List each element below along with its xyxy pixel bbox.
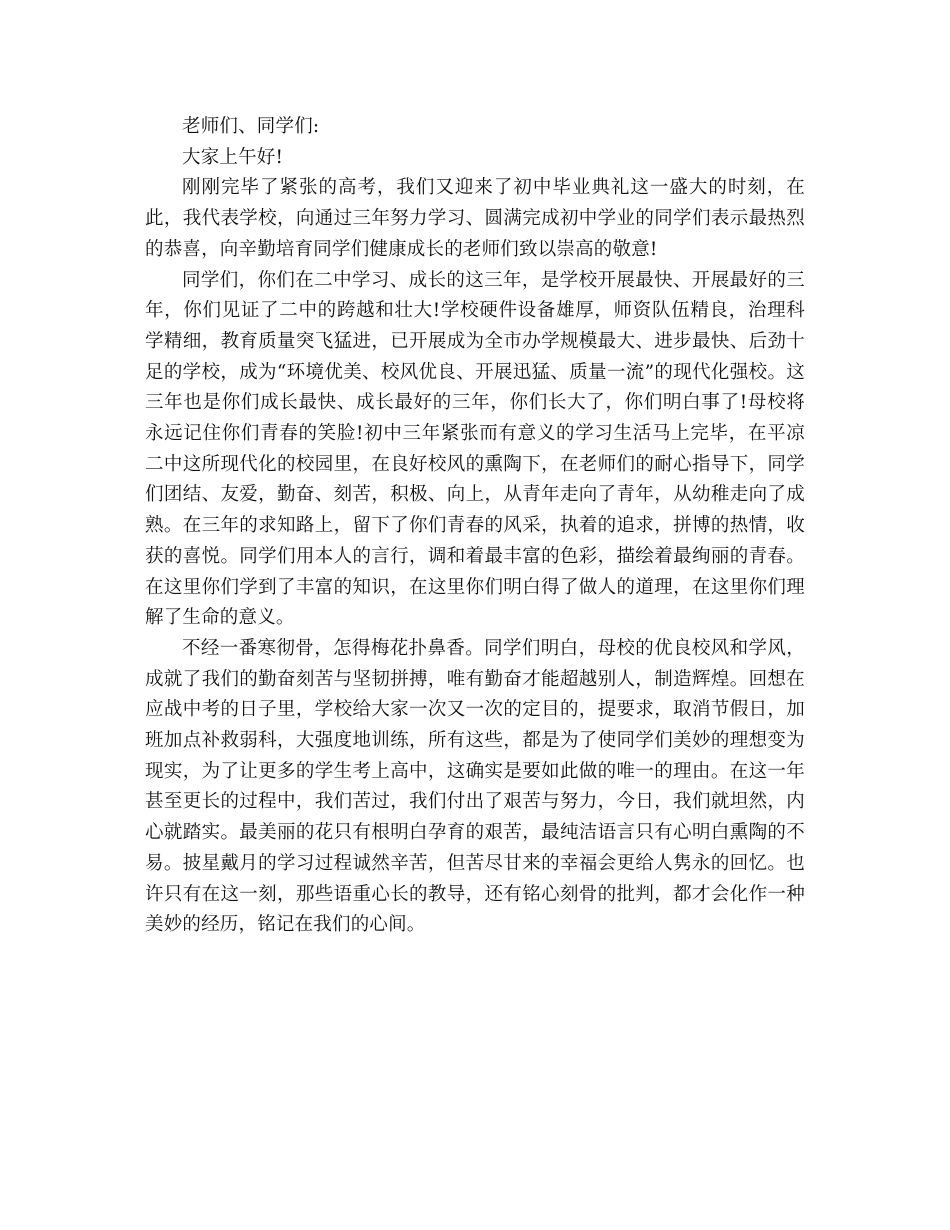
document-page [145,112,805,941]
paragraph-3: 不经一番寒彻骨，怎得梅花扑鼻香。同学们明白，母校的优良校风和学风，成就了我们的勤奋刻苦与坚韧拼搏，唯有勤奋才能超越别人，制造辉煌。回想在应战中考的日子里，学校给大家一次又一次的定目的，提要求，取消节假日，加班加点补救弱科，大强度地训练，所有这些，都是为了使同学们美妙的理想变为现实，为了让更多的学生考上高中，这确实是要如此做的唯一的理由。在这一年甚至更长的过程中，我们苦过，我们付出了艰苦与努力，今日，我们就坦然，内心就踏实。最美丽的花只有根明白孕育的艰苦，最纯洁语言只有心明白熏陶的不易。披星戴月的学习过程诚然辛苦，但苦尽甘来的幸福会更给人隽永的回忆。也许只有在这一刻，那些语重心长的教导，还有铭心刻骨的批判，都才会化作一种美妙的经历，铭记在我们的心间。 [145,637,805,936]
paragraph-2: 同学们，你们在二中学习、成长的这三年，是学校开展最快、开展最好的三年，你们见证了二中的跨越和壮大!学校硬件设备雄厚，师资队伍精良，治理科学精细，教育质量突飞猛进，已开展成为全市办学规模最大、进步最快、后劲十足的学校，成为“环境优美、校风优良、开展迅猛、质量一流”的现代化强校。这三年也是你们成长最快、成长最好的三年，你们长大了，你们明白事了!母校将永远记住你们青春的笑脸!初中三年紧张而有意义的学习生活马上完毕，在平凉二中这所现代化的校园里，在良好校风的熏陶下，在老师们的耐心指导下，同学们团结、友爱，勤奋、刻苦，积极、向上，从青年走向了青年，从幼稚走向了成熟。在三年的求知路上，留下了你们青春的风采，执着的追求，拼博的热情，收获的喜悦。同学们用本人的言行，调和着最丰富的色彩，描绘着最绚丽的青春。在这里你们学到了丰富的知识，在这里你们明白得了做人的道理，在这里你们理解了生命的意义。 [145,269,805,629]
salutation: 老师们、同学们: [182,116,320,137]
paragraph-1: 刚刚完毕了紧张的高考，我们又迎来了初中毕业典礼这一盛大的时刻，在此，我代表学校，向通过三年努力学习、圆满完成初中学业的同学们表示最热烈的恭喜，向辛勤培育同学们健康成长的老师们致以崇高的敬意! [145,177,805,260]
greeting: 大家上午好! [182,146,284,168]
